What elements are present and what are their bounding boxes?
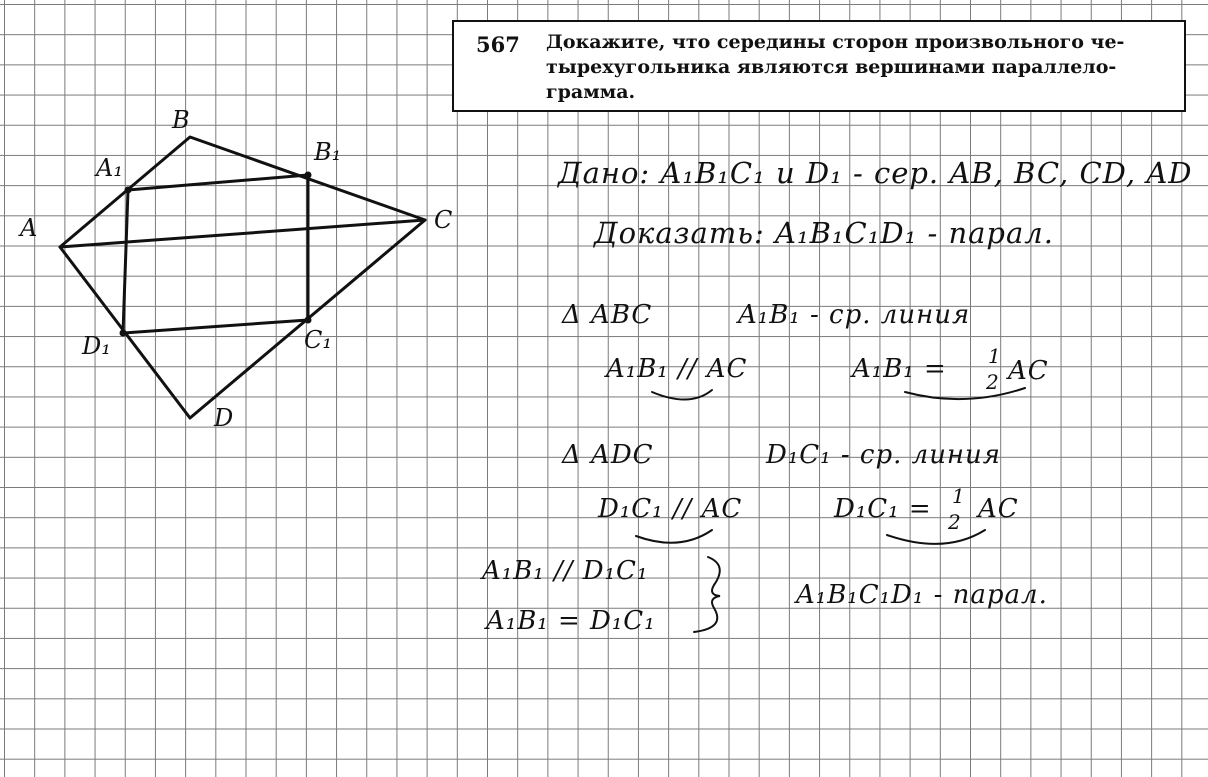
- half-den-2: 2: [948, 510, 961, 534]
- triangle-abc: Δ ABC: [562, 300, 653, 330]
- half-den-1: 2: [986, 370, 999, 394]
- midline-adc: D₁C₁ - ср. линия: [766, 440, 1002, 470]
- problem-number: 567: [476, 32, 520, 57]
- half-num-2: 1: [952, 484, 965, 508]
- label-d: D: [214, 404, 234, 432]
- label-b: B: [172, 106, 190, 134]
- brace-system: [694, 557, 720, 632]
- given-line: Дано: A₁B₁C₁ и D₁ - сер. AB, BC, CD, AD: [558, 156, 1193, 190]
- equal-abc: A₁B₁ =: [852, 354, 947, 384]
- label-a1: A₁: [96, 154, 123, 182]
- prove-line: Доказать: A₁B₁C₁D₁ - парал.: [594, 216, 1054, 250]
- parallel-abc: A₁B₁ // AC: [606, 354, 748, 384]
- underline-arc-3: [636, 530, 712, 543]
- midline-abc: A₁B₁ - ср. линия: [738, 300, 971, 330]
- label-c: C: [434, 206, 453, 234]
- underline-arc-4: [887, 530, 985, 544]
- problem-text: Докажите, что середины сторон произвольного че- тырехугольника являются вершинами параллело- грамма.: [546, 31, 1125, 103]
- label-b1: B₁: [314, 138, 342, 166]
- label-d1: D₁: [82, 332, 111, 360]
- diagonal-ac: [60, 220, 425, 247]
- parallelogram-a1b1c1d1: [123, 175, 308, 333]
- equal-adc: D₁C₁ =: [834, 494, 932, 524]
- ac-1: AC: [1008, 356, 1049, 386]
- final-conclusion: A₁B₁C₁D₁ - парал.: [796, 580, 1048, 610]
- conclusion-parallel: A₁B₁ // D₁C₁: [482, 556, 649, 586]
- half-num-1: 1: [988, 344, 1001, 368]
- label-c1: C₁: [304, 326, 332, 354]
- parallel-adc: D₁C₁ // AC: [598, 494, 743, 524]
- underline-arc-2: [905, 388, 1025, 399]
- label-a: A: [20, 214, 38, 242]
- ac-2: AC: [978, 494, 1019, 524]
- triangle-adc: Δ ADC: [562, 440, 654, 470]
- conclusion-equal: A₁B₁ = D₁C₁: [486, 606, 656, 636]
- underline-arc-1: [652, 390, 712, 400]
